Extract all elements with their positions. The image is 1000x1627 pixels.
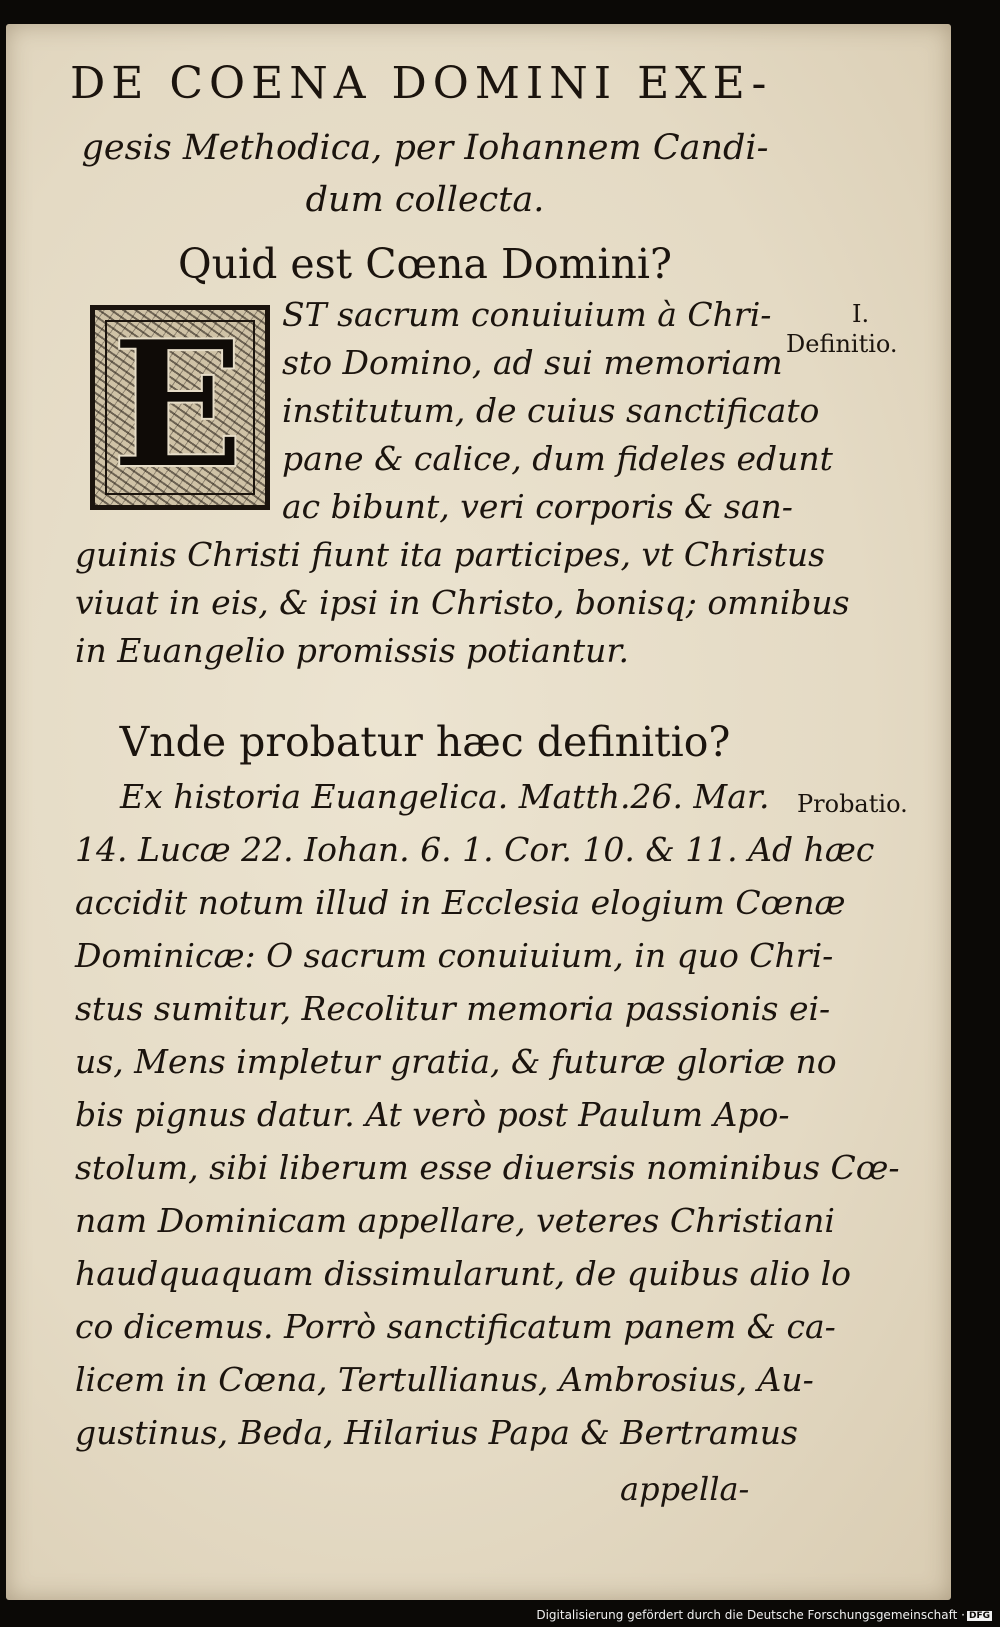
paragraph1-line: pane & calice, dum fideles edunt — [282, 439, 833, 478]
paragraph1-line: guinis Christi fiunt ita participes, vt Christus — [75, 535, 826, 574]
paragraph1-line: institutum, de cuius sanctificato — [282, 391, 820, 430]
paragraph1-line: ST sacrum conuiuium à Chri- — [282, 295, 772, 334]
margin-note-definitio: Definitio. — [786, 330, 898, 358]
paragraph2-line: accidit notum illud in Ecclesia elogium Cœnæ — [75, 883, 846, 922]
title-line-1: DE COENA DOMINI EXE- — [70, 58, 773, 109]
paragraph2-line: stolum, sibi liberum esse diuersis nominibus Cœ- — [75, 1148, 900, 1187]
decorated-initial — [90, 305, 270, 510]
paragraph2-line: us, Mens impletur gratia, & futuræ gloriæ no — [75, 1042, 837, 1081]
paragraph1-line: viuat in eis, & ipsi in Christo, bonisq; omnibus — [75, 583, 850, 622]
paragraph2-line: haudquaquam dissimularunt, de quibus alio lo — [75, 1254, 852, 1293]
paragraph1-line: ac bibunt, veri corporis & san- — [282, 487, 793, 526]
title-line-2: gesis Methodica, per Iohannem Candi- — [81, 128, 769, 168]
paragraph2-line: nam Dominicam appellare, veteres Christiani — [75, 1201, 835, 1240]
paragraph2-line: licem in Cœna, Tertullianus, Ambrosius, Au- — [75, 1360, 814, 1399]
credit-text: Digitalisierung gefördert durch die Deutsche Forschungsgemeinschaft · — [536, 1608, 965, 1622]
question-heading-1: Quid est Cœna Domini? — [177, 240, 673, 288]
paragraph1-line: sto Domino, ad sui memoriam — [282, 343, 783, 382]
margin-note-probatio: Probatio. — [797, 790, 908, 818]
catchword: appella- — [620, 1470, 750, 1508]
paragraph2-line: Dominicæ: O sacrum conuiuium, in quo Chri- — [75, 936, 834, 975]
paragraph2-line: bis pignus datur. At verò post Paulum Apo- — [75, 1095, 790, 1134]
paragraph1-line: in Euangelio promissis potiantur. — [75, 631, 630, 670]
margin-number: I. — [852, 300, 870, 328]
paragraph2-line: 14. Lucæ 22. Iohan. 6. 1. Cor. 10. & 11. Ad hæc — [75, 830, 875, 869]
digitization-credit — [536, 1608, 992, 1622]
paragraph2-line: stus sumitur, Recolitur memoria passionis ei- — [75, 989, 831, 1028]
paragraph2-line: Ex historia Euangelica. Matth.26. Mar. — [120, 777, 770, 816]
paragraph2-line: gustinus, Beda, Hilarius Papa & Bertramus — [75, 1413, 798, 1452]
initial-letter: E — [111, 303, 245, 508]
title-line-3: dum collecta. — [305, 180, 545, 220]
dfg-logo-icon: DFG — [968, 1611, 990, 1621]
question-heading-2: Vnde probatur hæc definitio? — [119, 718, 731, 766]
paragraph2-line: co dicemus. Porrò sanctificatum panem & ca- — [75, 1307, 836, 1346]
